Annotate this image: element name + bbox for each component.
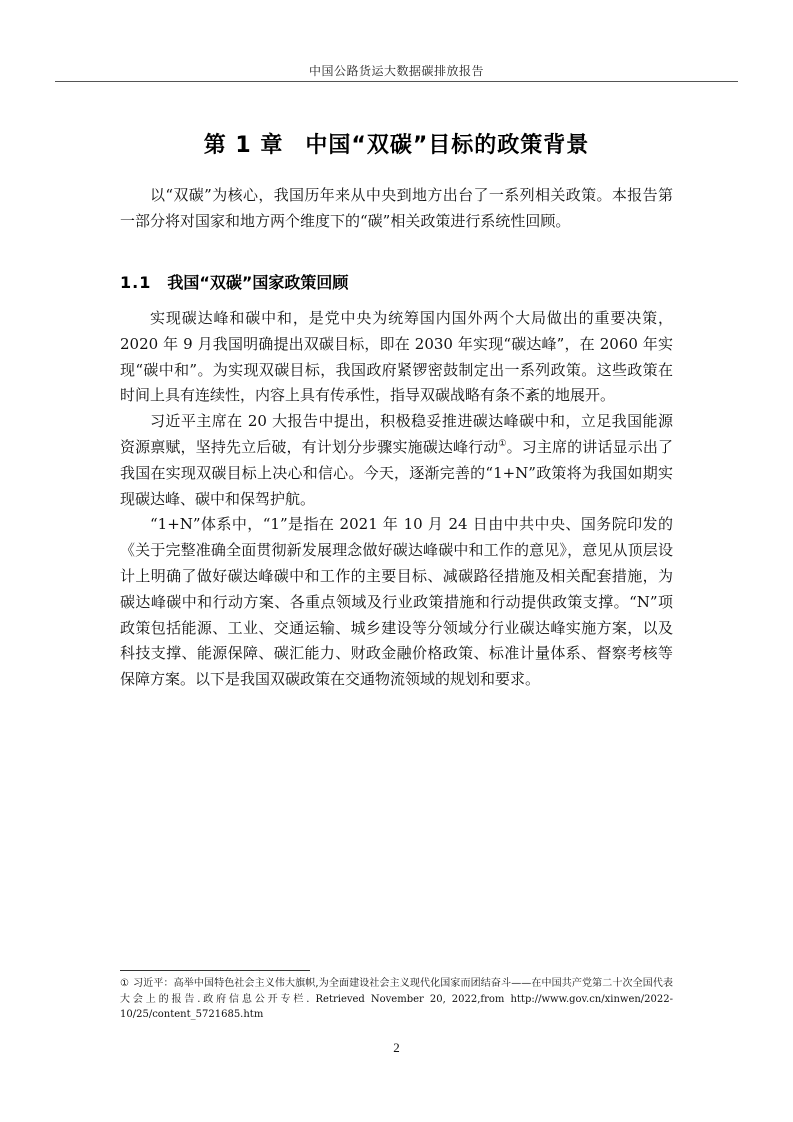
running-header: 中国公路货运大数据碳排放报告	[308, 64, 484, 78]
paragraph-2-text-a: 习近平主席在 20 大报告中提出，积极稳妥推进碳达峰碳中和，立足我国能源资源禀赋，坚持先立后破，有计划分步骤实施碳达峰行动	[120, 412, 673, 456]
section-title	[120, 270, 348, 293]
footnote-text: 习近平：高举中国特色社会主义伟大旗帜,为全面建设社会主义现代化国家而团结奋斗——在中国共产党第二十次全国代表大会上的报告.政府信息公开专栏. Retrieved November 20, 2022,from http://www.gov.cn/xinwen/2022-10/25/content_5721685.htm	[120, 978, 674, 1020]
paragraph-2-text-b: 。习主席的讲话显示出了我国在实现双碳目标上决心和信心。今天，逐渐完善的“1+N”政策将为我国如期实现碳达峰、碳中和保驾护航。	[120, 437, 673, 508]
chapter-title	[60, 128, 733, 159]
paragraph-1: 实现碳达峰和碳中和，是党中央为统筹国内国外两个大局做出的重要决策，2020 年 9 月我国明确提出双碳目标，即在 2030 年实现“碳达峰”，在 2060 年实现“碳中和”。为实现双碳目标，我国政府紧锣密鼓制定出一系列政策。这些政策在时间上具有连续性，内容上具有传承性，指导双碳战略有条不紊的地展开。	[120, 309, 673, 405]
footnote	[120, 976, 673, 1023]
intro-paragraph: 以“双碳”为核心，我国历年来从中央到地方出台了一系列相关政策。本报告第一部分将对国家和地方两个维度下的“碳”相关政策进行系统性回顾。	[120, 186, 673, 230]
paragraph-2	[120, 409, 673, 512]
section-number: 1.1	[120, 273, 152, 292]
paragraph-3: “1+N”体系中，“1”是指在 2021 年 10 月 24 日由中共中央、国务院印发的《关于完整准确全面贯彻新发展理念做好碳达峰碳中和工作的意见》，意见从顶层设计上明确了做好碳达峰碳中和工作的主要目标、减碳路径措施及相关配套措施，为碳达峰碳中和行动方案、各重点领域及行业政策措施和行动提供政策支撑。“N”项政策包括能源、工业、交通运输、城乡建设等分领域分行业碳达峰实施方案，以及科技支撑、能源保障、碳汇能力、财政金融价格政策、标准计量体系、督察考核等保障方案。以下是我国双碳政策在交通物流领域的规划和要求。	[120, 515, 673, 689]
header-divider	[55, 81, 738, 82]
intro-section	[120, 183, 673, 235]
page-number: 2	[393, 1040, 400, 1055]
chapter-number: 第 1 章	[203, 133, 284, 158]
section-body	[120, 306, 673, 693]
footnote-mark: ①	[120, 978, 130, 989]
section-heading: 我国“双碳”国家政策回顾	[167, 273, 349, 292]
chapter-heading: 中国“双碳”目标的政策背景	[305, 133, 590, 158]
footnote-divider	[120, 970, 310, 971]
footnote-reference[interactable]: ①	[498, 438, 507, 449]
